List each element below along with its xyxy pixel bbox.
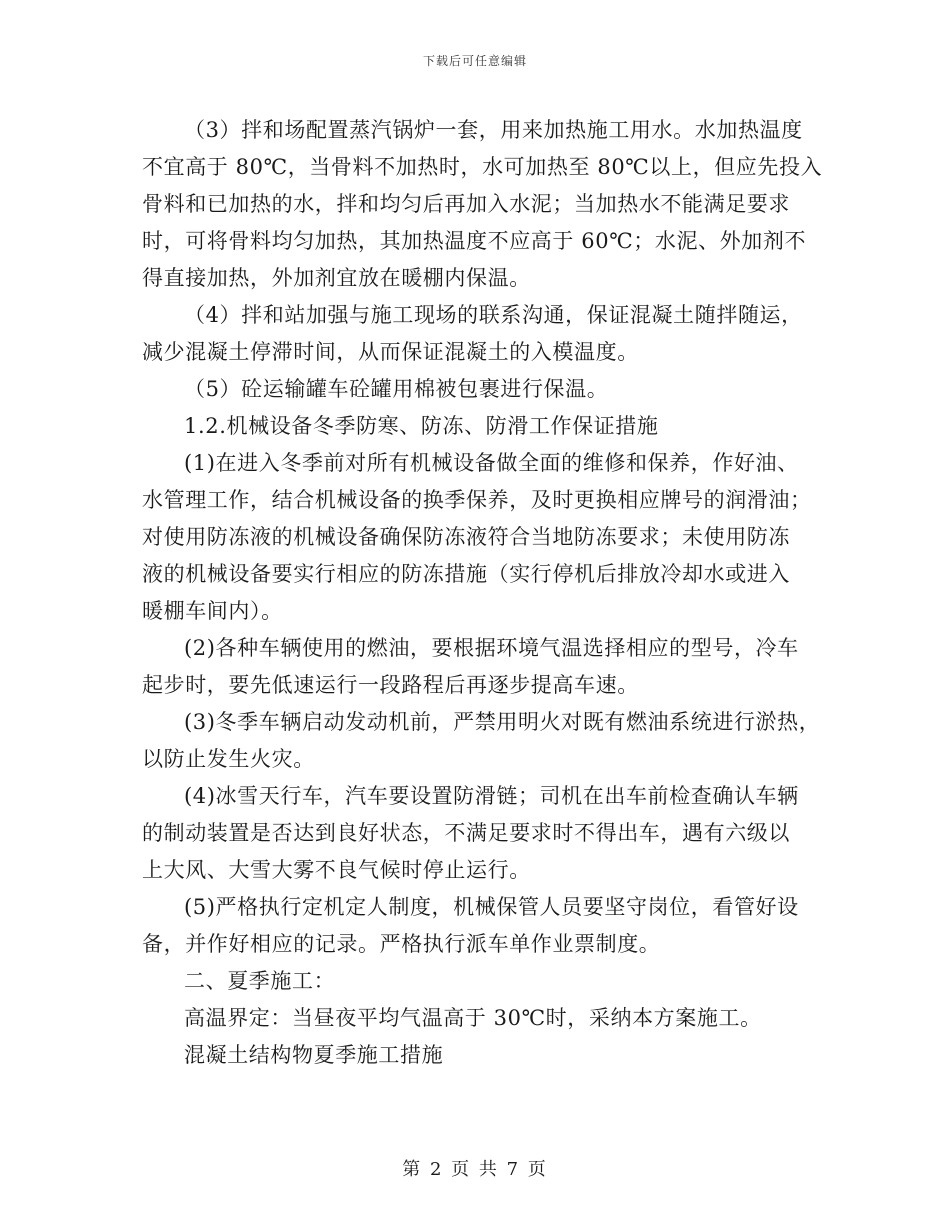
text-line: (2)各种车辆使用的燃油，要根据环境气温选择相应的型号，冷车 xyxy=(184,636,799,660)
paragraph-engine-start xyxy=(142,704,832,778)
section-heading-machinery-winter xyxy=(142,408,832,445)
text-line: 起步时，要先低速运行一段路程后再逐步提高车速。 xyxy=(142,673,639,697)
paragraph-mixing-plant-boiler xyxy=(142,112,832,297)
text-line: 混凝土结构物夏季施工措施 xyxy=(184,1043,444,1067)
text-line: 不宜高于 80℃，当骨料不加热时，水可加热至 80℃以上，但应先投入 xyxy=(142,155,823,179)
text-line: (1)在进入冬季前对所有机械设备做全面的维修和保养，作好油、 xyxy=(184,451,799,475)
text-line: 时，可将骨料均匀加热，其加热温度不应高于 60℃；水泥、外加剂不 xyxy=(142,229,807,253)
text-line: 二、夏季施工： xyxy=(184,969,336,993)
page-number-footer: 第 2 页 共 7 页 xyxy=(402,1159,548,1180)
text-line: 的制动装置是否达到良好状态，不满足要求时不得出车，遇有六级以 xyxy=(142,821,790,845)
paragraph-vehicle-fuel xyxy=(142,630,832,704)
text-line: 高温界定：当昼夜平均气温高于 30℃时，采纳本方案施工。 xyxy=(184,1006,762,1030)
subheading-concrete-summer xyxy=(142,1037,832,1074)
section-heading-summer xyxy=(142,963,832,1000)
paragraph-high-temp-definition xyxy=(142,1000,832,1037)
paragraph-truck-insulation xyxy=(142,371,832,408)
paragraph-machinery-maintenance xyxy=(142,445,832,630)
text-line: 减少混凝土停滞时间，从而保证混凝土的入模温度。 xyxy=(142,340,639,364)
text-line: 骨料和已加热的水，拌和均匀后再加入水泥；当加热水不能满足要求 xyxy=(142,192,790,216)
paragraph-operator-system xyxy=(142,889,832,963)
text-line: (4)冰雪天行车，汽车要设置防滑链；司机在出车前检查确认车辆 xyxy=(184,784,799,808)
text-line: 水管理工作，结合机械设备的换季保养，及时更换相应牌号的润滑油； xyxy=(142,488,812,512)
text-line: (3)冬季车辆启动发动机前，严禁用明火对既有燃油系统进行淤热， xyxy=(184,710,821,734)
paragraph-snow-driving xyxy=(142,778,832,889)
text-line: （3）拌和场配置蒸汽锅炉一套，用来加热施工用水。水加热温度 xyxy=(184,118,803,142)
page-header: 下载后可任意编辑 xyxy=(422,54,527,68)
text-line: 1.2.机械设备冬季防寒、防冻、防滑工作保证措施 xyxy=(184,414,659,438)
text-line: (5)严格执行定机定人制度，机械保管人员要坚守岗位，看管好设 xyxy=(184,895,799,919)
text-line: 以防止发生火灾。 xyxy=(142,747,315,771)
text-line: （5）砼运输罐车砼罐用棉被包裹进行保温。 xyxy=(184,377,609,401)
text-line: （4）拌和站加强与施工现场的联系沟通，保证混凝土随拌随运， xyxy=(184,303,803,327)
paragraph-site-communication xyxy=(142,297,832,371)
text-line: 备，并作好相应的记录。严格执行派车单作业票制度。 xyxy=(142,932,661,956)
text-line: 上大风、大雪大雾不良气候时停止运行。 xyxy=(142,858,531,882)
text-line: 对使用防冻液的机械设备确保防冻液符合当地防冻要求；未使用防冻 xyxy=(142,525,790,549)
text-line: 液的机械设备要实行相应的防冻措施（实行停机后排放冷却水或进入 xyxy=(142,562,790,586)
document-body xyxy=(142,112,832,1074)
text-line: 得直接加热，外加剂宜放在暖棚内保温。 xyxy=(142,266,531,290)
text-line: 暖棚车间内）。 xyxy=(142,599,283,623)
